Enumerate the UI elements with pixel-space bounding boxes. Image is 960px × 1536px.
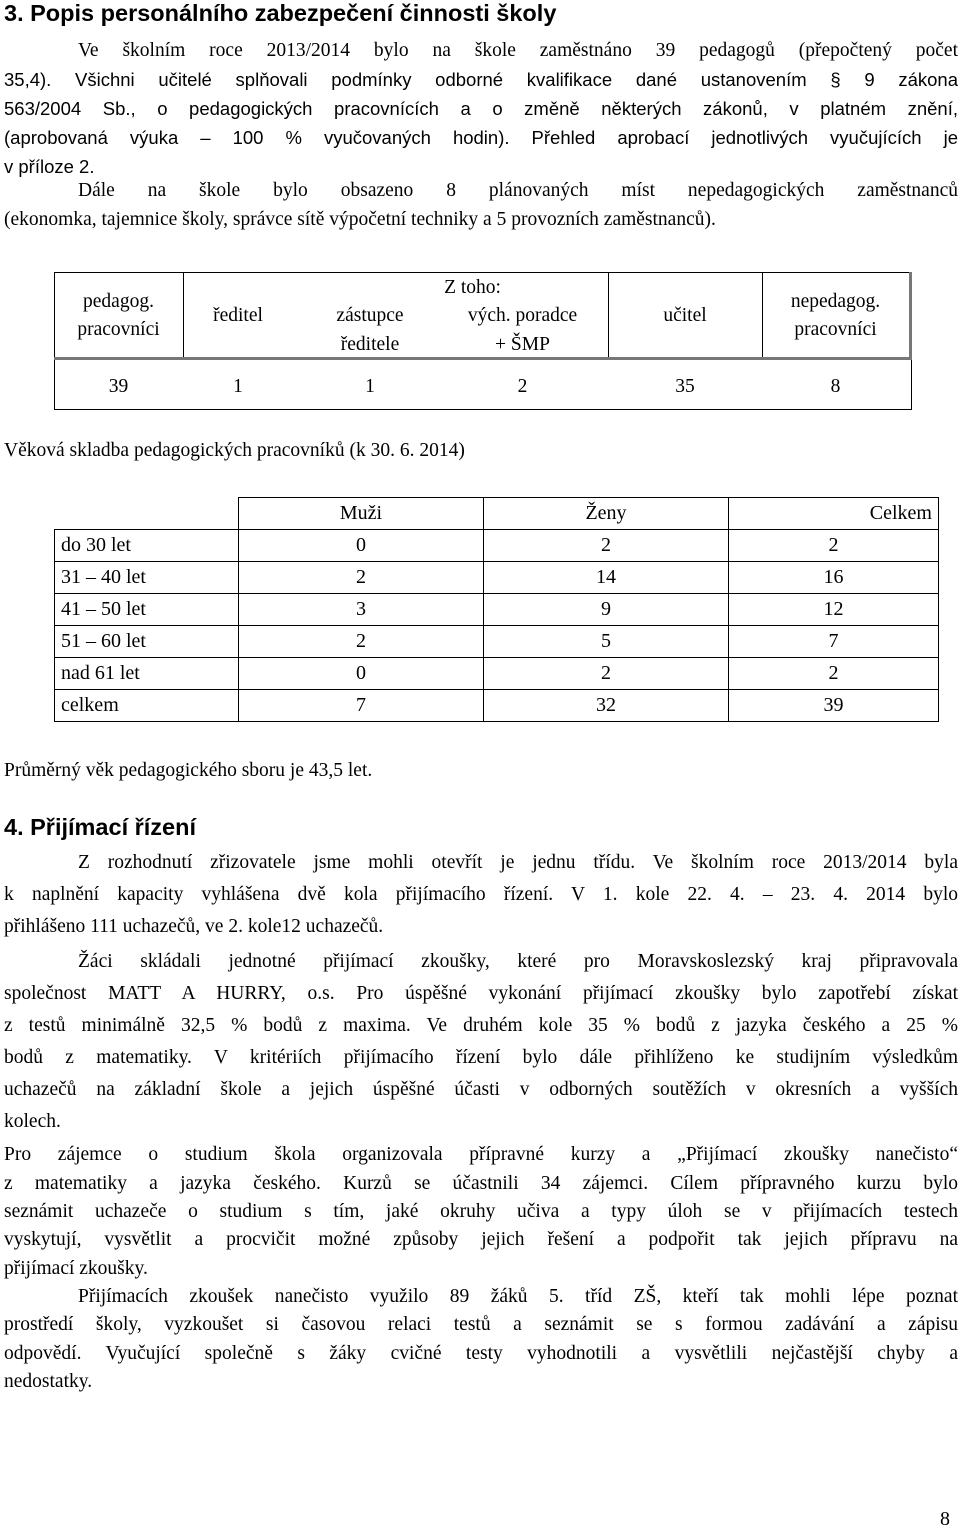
paragraph-line: k naplnění kapacity vyhlášena dvě kola přijímacího řízení. V 1. kole 22. 4. – 23. 4. 2014 bylo	[4, 884, 958, 905]
page-number: 8	[940, 1508, 950, 1530]
value-zastupce: 1	[365, 376, 375, 397]
paragraph-line: Ve školním roce 2013/2014 bylo na škole zaměstnáno 39 pedagogů (přepočtený počet	[78, 40, 958, 61]
paragraph-line: (aprobovaná výuka – 100 % vyučovaných hodin). Přehled aprobací jednotlivých vyučujících je	[4, 127, 958, 148]
table-cell: 39	[729, 690, 939, 722]
paragraph-line: Žáci skládali jednotné přijímací zkoušky, které pro Moravskoslezský kraj připravovala	[78, 951, 958, 972]
header-pedagog: pracovníci	[77, 319, 160, 340]
paragraph-line: nedostatky.	[4, 1371, 93, 1392]
section-3-heading: 3. Popis personálního zabezpečení činnosti školy	[4, 0, 557, 26]
age-table-caption: Věková skladba pedagogických pracovníků (k 30. 6. 2014)	[4, 440, 465, 461]
paragraph-line: bodů z matematiky. V kritériích přijímacího řízení bylo dále přihlíženo ke studijním výsledkům	[4, 1047, 958, 1068]
table-cell: 2	[239, 562, 484, 594]
table-row	[55, 658, 939, 690]
table-row	[55, 690, 939, 722]
table-header-cell: Muži	[239, 498, 484, 530]
header-zastupce: zástupce	[336, 305, 404, 326]
header-pedagog: pedagog.	[83, 291, 154, 312]
table-row	[55, 626, 939, 658]
paragraph-line: přihlášeno 111 uchazečů, ve 2. kole12 uchazečů.	[4, 916, 384, 937]
section-4-heading: 4. Přijímací řízení	[4, 814, 197, 840]
value-ucitel: 35	[675, 376, 695, 397]
table-row	[55, 594, 939, 626]
value-poradce: 2	[517, 376, 528, 397]
value-pedagog: 39	[108, 376, 129, 397]
paragraph-line: vyskytují, vysvětlit a procvičit možné způsoby jejich řešení a podpořit tak jejich přípravu na	[4, 1229, 958, 1250]
table-cell: 51 – 60 let	[55, 626, 239, 658]
table-cell: 16	[729, 562, 939, 594]
paragraph-line: seznámit uchazeče o studium s tím, jaké okruhy učiva a typy úloh se v přijímacích testech	[4, 1201, 958, 1222]
table-header-cell: Ženy	[484, 498, 729, 530]
table-cell: 31 – 40 let	[55, 562, 239, 594]
table-cell: 0	[239, 530, 484, 562]
header-z-toho: Z toho:	[444, 277, 501, 298]
table-row	[55, 562, 939, 594]
table-cell: 3	[239, 594, 484, 626]
paragraph-line: v příloze 2.	[4, 156, 95, 177]
header-reditel: ředitel	[213, 305, 263, 326]
average-age: Průměrný věk pedagogického sboru je 43,5 let.	[4, 760, 373, 781]
age-table	[54, 497, 939, 722]
table-cell: 2	[484, 658, 729, 690]
header-zastupce: ředitele	[340, 334, 400, 355]
table-cell: 9	[484, 594, 729, 626]
header-nepedagog: pracovníci	[794, 319, 877, 340]
header-poradce: vých. poradce	[467, 305, 578, 326]
table-cell: 2	[729, 530, 939, 562]
paragraph-line: Dále na škole bylo obsazeno 8 plánovaných míst nepedagogických zaměstnanců	[78, 180, 958, 201]
table-header-cell: Celkem	[729, 498, 939, 530]
table-cell: 5	[484, 626, 729, 658]
value-reditel: 1	[233, 376, 243, 397]
paragraph-line: uchazečů na základní škole a jejich úspěšné účasti v odborných soutěžích v okresních a vyšších	[4, 1079, 958, 1100]
table-cell: 7	[239, 690, 484, 722]
paragraph-line: společnost MATT A HURRY, o.s. Pro úspěšné vykonání přijímací zkoušky bylo zapotřebí získat	[4, 983, 958, 1004]
paragraph-line: z testů minimálně 32,5 % bodů z maxima. Ve druhém kole 35 % bodů z jazyka českého a 25 %	[4, 1015, 958, 1036]
paragraph-line: 563/2004 Sb., o pedagogických pracovnících a o změně některých zákonů, v platném znění,	[4, 98, 958, 119]
table-cell: do 30 let	[55, 530, 239, 562]
paragraph-line: Pro zájemce o studium škola organizovala přípravné kurzy a „Přijímací zkoušky nanečisto“	[4, 1144, 958, 1165]
table-header-row	[55, 498, 939, 530]
table-cell: celkem	[55, 690, 239, 722]
paragraph-line: 35,4). Všichni učitelé splňovali podmínky odborné kvalifikace dané ustanovením § 9 zákona	[4, 69, 958, 90]
paragraph-line: kolech.	[4, 1111, 61, 1132]
paragraph-line: Přijímacích zkoušek nanečisto využilo 89 žáků 5. tříd ZŠ, kteří tak mohli lépe poznat	[78, 1286, 958, 1307]
table-cell: 2	[484, 530, 729, 562]
table-cell: 32	[484, 690, 729, 722]
paragraph-line: (ekonomka, tajemnice školy, správce sítě výpočetní techniky a 5 provozních zaměstnanců).	[4, 209, 716, 230]
table-cell: 14	[484, 562, 729, 594]
table-cell: 41 – 50 let	[55, 594, 239, 626]
table-cell: 0	[239, 658, 484, 690]
table-header-cell	[55, 498, 239, 530]
table-cell: nad 61 let	[55, 658, 239, 690]
table-cell: 7	[729, 626, 939, 658]
paragraph-line: prostředí školy, vyzkoušet si časovou relaci testů a seznámit se s formou zadávání a zápisu	[4, 1314, 958, 1335]
table-row	[55, 530, 939, 562]
paragraph-line: Z rozhodnutí zřizovatele jsme mohli otevřít je jednu třídu. Ve školním roce 2013/2014 byla	[78, 852, 958, 873]
table-cell: 12	[729, 594, 939, 626]
header-poradce: + ŠMP	[495, 334, 550, 355]
header-nepedagog: nepedagog.	[790, 291, 881, 312]
table-cell: 2	[729, 658, 939, 690]
table-cell: 2	[239, 626, 484, 658]
header-ucitel: učitel	[663, 305, 707, 326]
paragraph-line: odpovědí. Vyučující společně s žáky cvičné testy vyhodnotili a vysvětlili nejčastější chyby a	[4, 1343, 958, 1364]
paragraph-line: přijímací zkoušky.	[4, 1258, 148, 1279]
paragraph-line: z matematiky a jazyka českého. Kurzů se účastnili 34 zájemci. Cílem přípravného kurzu bylo	[4, 1173, 958, 1194]
value-nepedagog: 8	[830, 376, 841, 397]
